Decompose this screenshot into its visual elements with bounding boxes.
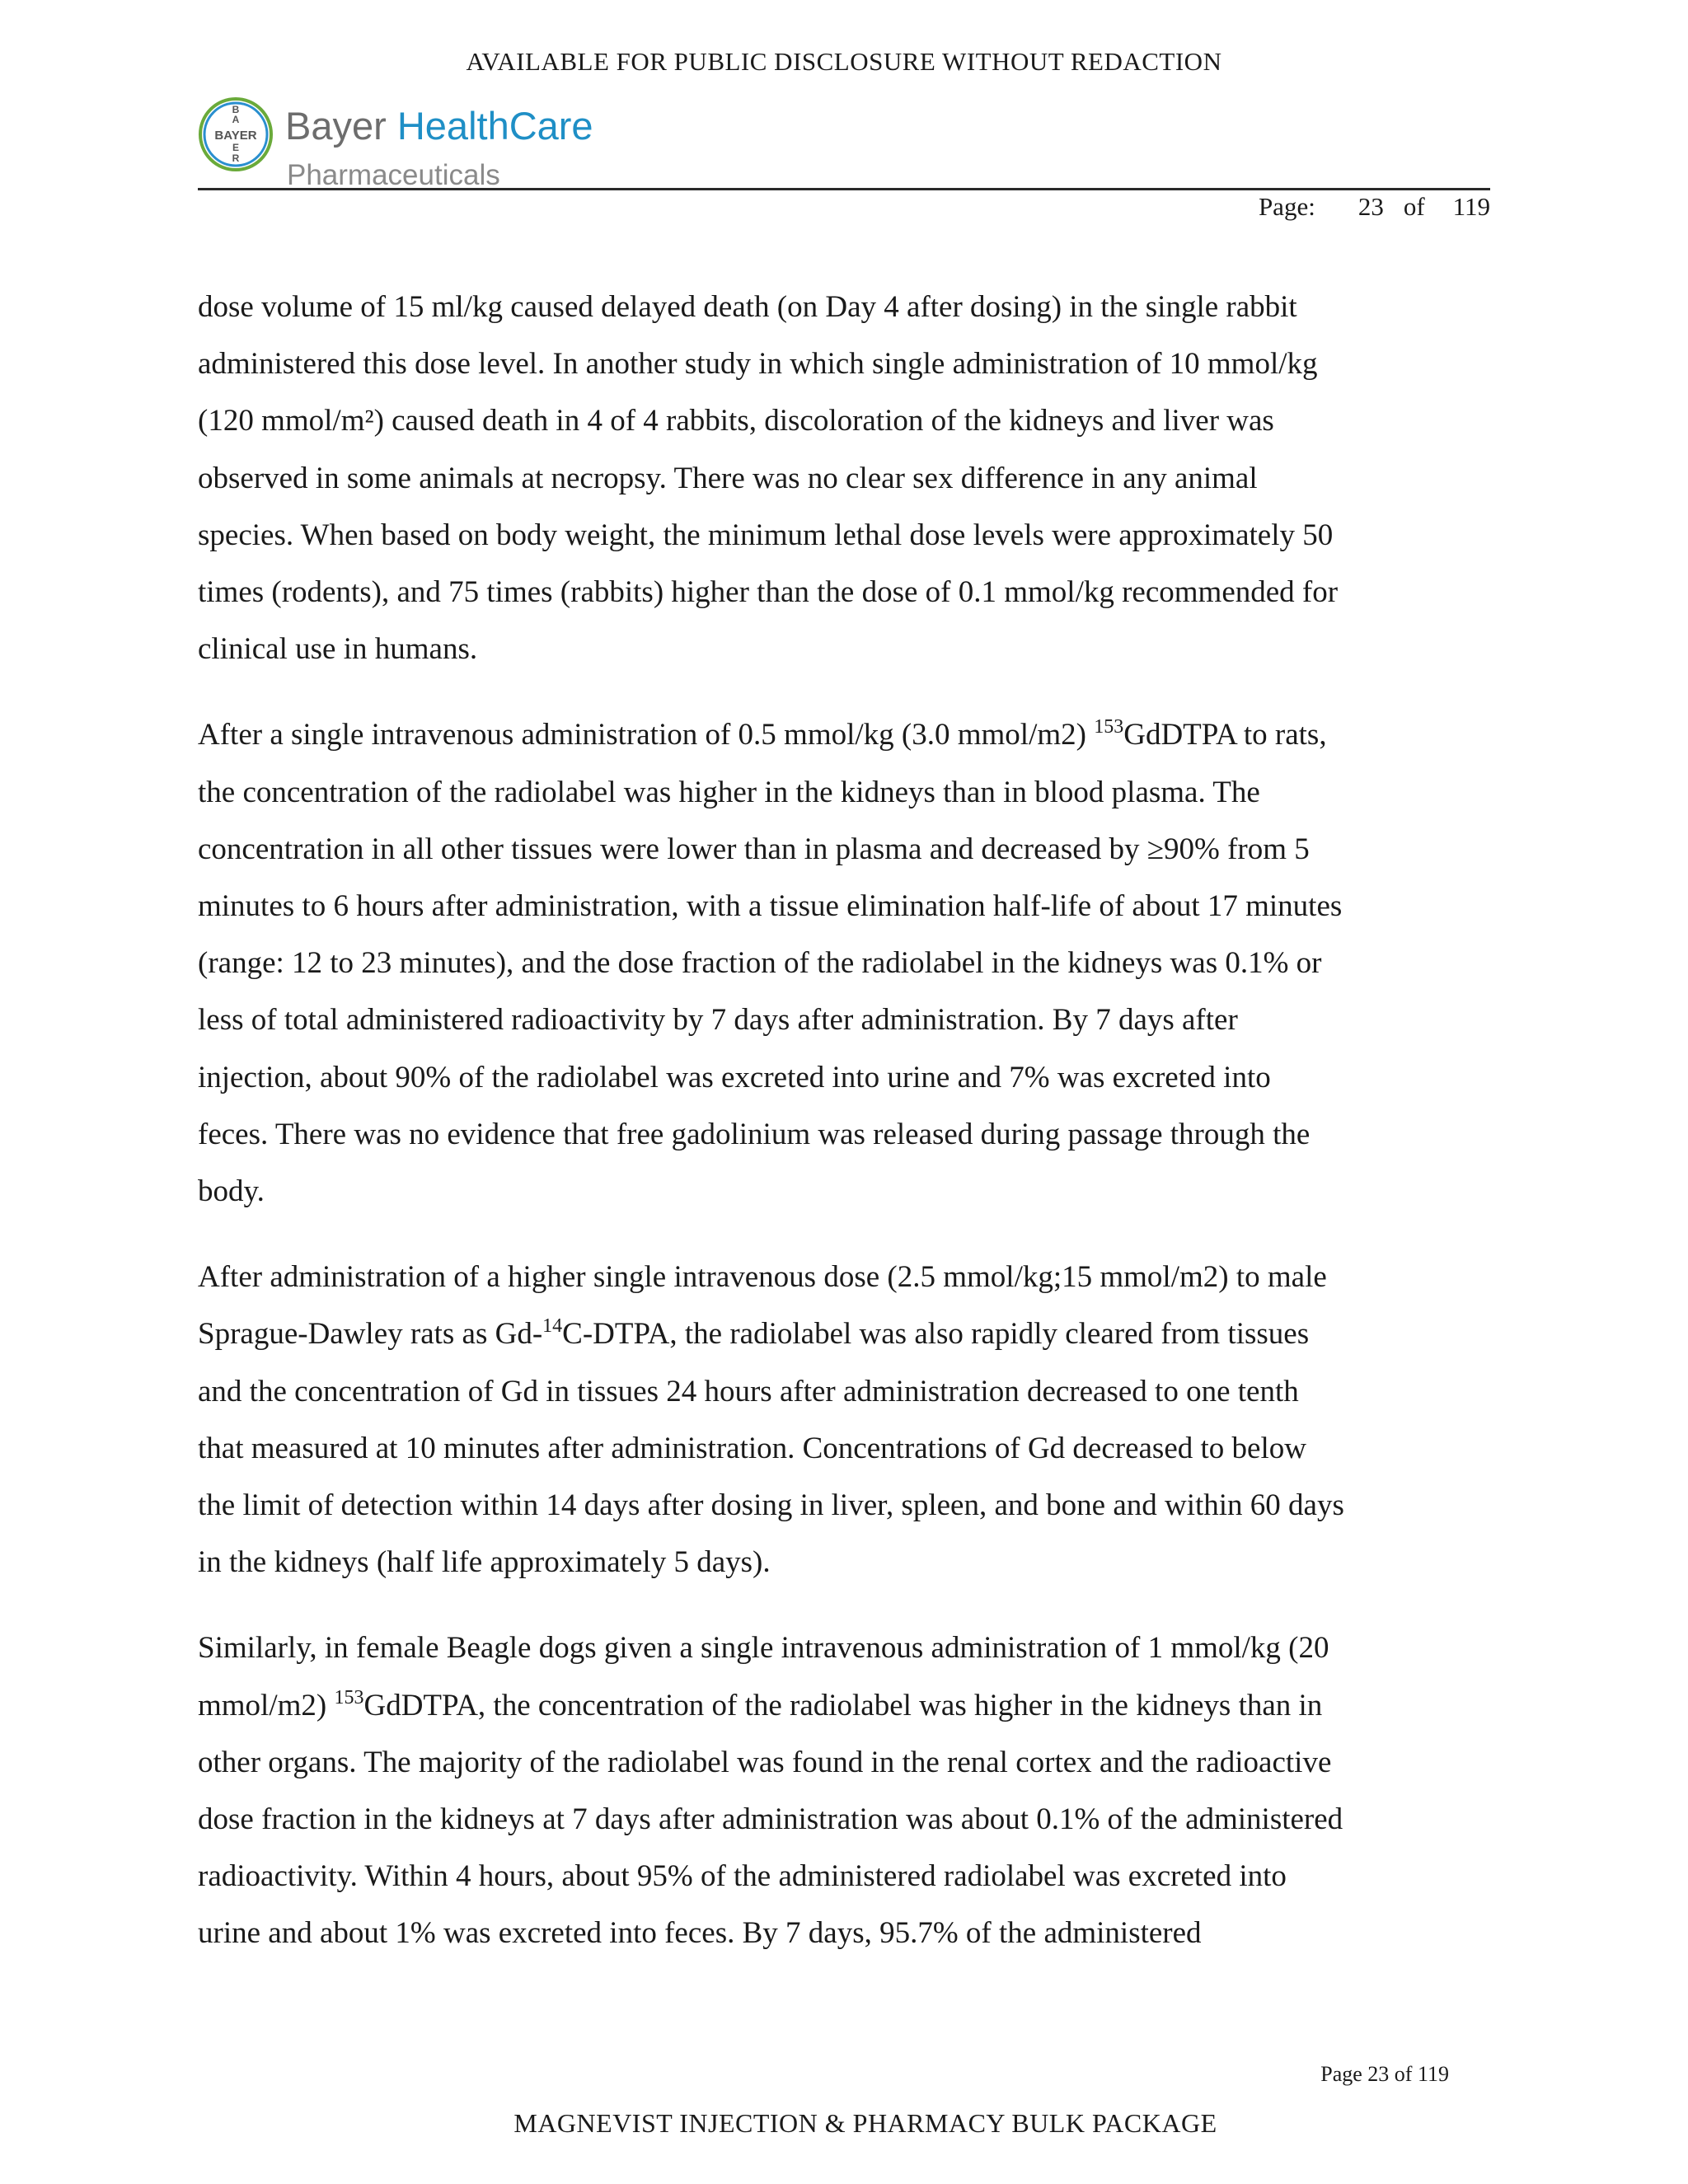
text-fragment: After a single intravenous administration of 0.5 mmol/kg (3.0 mmol/m2) [198,718,1095,752]
disclosure-banner: AVAILABLE FOR PUBLIC DISCLOSURE WITHOUT REDACTION [466,47,1222,76]
text-line [198,1677,1500,1734]
text-line: feces. There was no evidence that free gadolinium was released during passage through the [198,1117,1311,1151]
text-line: and the concentration of Gd in tissues 24 hours after administration decreased to one tenth [198,1374,1299,1408]
isotope-superscript: 14 [542,1315,563,1338]
text-line: concentration in all other tissues were lower than in plasma and decreased by ≥90% from 5 [198,832,1310,866]
paragraph-higher-dose [198,1249,1500,1591]
svg-text:BAYER: BAYER [214,129,257,143]
text-fragment: GdDTPA to rats, [1123,718,1327,752]
paragraph-lethal-dose [198,279,1500,677]
text-line: Similarly, in female Beagle dogs given a single intravenous administration of 1 mmol/kg (20 [198,1631,1329,1666]
text-fragment: GdDTPA, the concentration of the radiolabel was higher in the kidneys than in [363,1688,1323,1722]
svg-text:R: R [232,152,240,164]
text-line [198,706,1500,763]
page-counter-total: 119 [1452,192,1490,221]
text-line: that measured at 10 minutes after administration. Concentrations of Gd decreased to below [198,1431,1306,1465]
text-line: observed in some animals at necropsy. There was no clear sex difference in any animal [198,461,1258,495]
page-counter-label: Page: [1258,192,1315,221]
text-line: body. [198,1174,265,1209]
footer-page-number: Page 23 of 119 [1320,2062,1449,2086]
bayer-cross-seal-icon [198,96,274,172]
svg-text:B: B [232,104,240,115]
document-body [198,279,1500,1991]
text-line: in the kidneys (half life approximately 5 days). [198,1545,771,1580]
text-line: (range: 12 to 23 minutes), and the dose fraction of the radiolabel in the kidneys was 0.1% or [198,946,1322,981]
text-line: the limit of detection within 14 days after dosing in liver, spleen, and bone and within 60 days [198,1488,1344,1523]
text-line: species. When based on body weight, the minimum lethal dose levels were approximately 50 [198,518,1334,552]
text-line: dose fraction in the kidneys at 7 days after administration was about 0.1% of the administered [198,1802,1343,1837]
footer-product-name: MAGNEVIST INJECTION & PHARMACY BULK PACKAGE [513,2108,1217,2138]
svg-text:A: A [232,114,240,125]
page-counter-number: 23 [1357,192,1384,221]
text-line: clinical use in humans. [198,632,478,667]
text-line: dose volume of 15 ml/kg caused delayed death (on Day 4 after dosing) in the single rabbit [198,290,1297,324]
text-fragment: C-DTPA, the radiolabel was also rapidly cleared from tissues [562,1317,1310,1352]
text-line: less of total administered radioactivity by 7 days after administration. By 7 days after [198,1003,1238,1038]
logo-healthcare-word: HealthCare [396,104,593,148]
text-fragment: mmol/m2) [198,1688,335,1722]
text-line: (120 mmol/m²) caused death in 4 of 4 rabbits, discoloration of the kidneys and liver was [198,404,1274,438]
text-fragment: Sprague-Dawley rats as Gd- [198,1317,543,1352]
isotope-superscript: 153 [1094,716,1124,738]
paragraph-rat-distribution [198,706,1500,1220]
header-divider [198,188,1490,190]
logo-division: Pharmaceuticals [287,159,500,191]
text-line: radioactivity. Within 4 hours, about 95% of the administered radiolabel was excreted into [198,1859,1287,1894]
text-line: times (rodents), and 75 times (rabbits) higher than the dose of 0.1 mmol/kg recommended for [198,575,1339,610]
bayer-healthcare-logo [198,95,626,191]
text-line: After administration of a higher single intravenous dose (2.5 mmol/kg;15 mmol/m2) to male [198,1260,1327,1295]
text-line: minutes to 6 hours after administration, with a tissue elimination half-life of about 17 minutes [198,889,1343,924]
svg-text:E: E [232,142,240,153]
logo-wordmark [285,104,593,148]
text-line: urine and about 1% was excreted into feces. By 7 days, 95.7% of the administered [198,1916,1202,1951]
paragraph-beagle-dogs [198,1619,1500,1961]
text-line [198,1305,1500,1362]
text-line: the concentration of the radiolabel was higher in the kidneys than in blood plasma. The [198,775,1260,809]
page-counter-of: of [1403,192,1425,221]
isotope-superscript: 153 [334,1686,364,1708]
text-line: other organs. The majority of the radiolabel was found in the renal cortex and the radioactive [198,1745,1332,1779]
text-line: administered this dose level. In another study in which single administration of 10 mmol/kg [198,347,1318,382]
text-line: injection, about 90% of the radiolabel was excreted into urine and 7% was excreted into [198,1060,1271,1094]
logo-bayer-word: Bayer [285,104,387,148]
page-counter [1259,192,1490,222]
